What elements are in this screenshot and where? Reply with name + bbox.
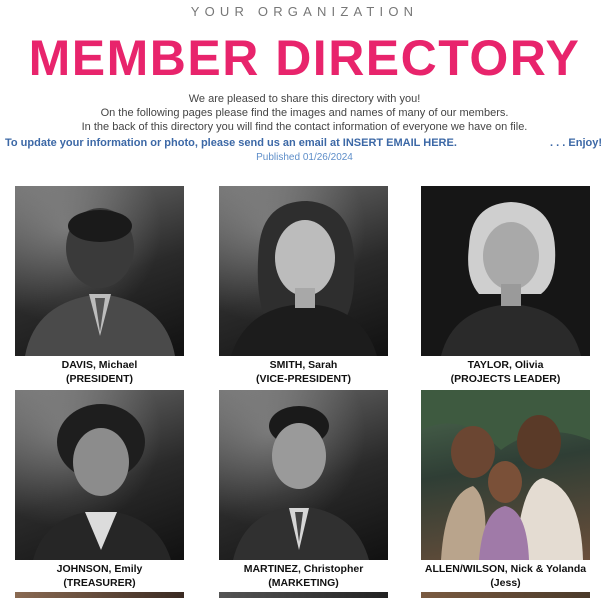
member-card [219, 390, 388, 590]
portrait-image [219, 390, 388, 560]
member-caption [421, 562, 590, 590]
member-caption [15, 358, 184, 386]
intro-line: On the following pages please find the images and names of many of our members. [100, 107, 509, 119]
organization-name: YOUR ORGANIZATION [190, 4, 419, 19]
member-name: SMITH, Sarah [269, 359, 338, 371]
member-caption [219, 358, 388, 386]
member-photo [219, 186, 388, 356]
next-row-photo-edge [15, 592, 184, 598]
member-role: (PROJECTS LEADER) [450, 373, 561, 385]
member-card [421, 186, 590, 386]
member-name: DAVIS, Michael [61, 359, 138, 371]
member-role: (VICE-PRESIDENT) [255, 373, 352, 385]
member-photo [15, 186, 184, 356]
member-caption [15, 562, 184, 590]
portrait-image [15, 390, 184, 560]
portrait-image [421, 390, 590, 560]
intro-line: In the back of this directory you will find the contact information of everyone we have on file. [81, 121, 528, 133]
intro-line: We are pleased to share this directory with you! [188, 93, 421, 105]
member-photo [219, 390, 388, 560]
member-name: ALLEN/WILSON, Nick & Yolanda [424, 563, 587, 575]
portrait-image [15, 186, 184, 356]
member-name: MARTINEZ, Christopher [243, 563, 364, 575]
member-card [15, 390, 184, 590]
member-photo [421, 390, 590, 560]
enjoy-text: . . . Enjoy! [550, 137, 602, 149]
portrait-image [421, 186, 590, 356]
member-card [421, 390, 590, 590]
update-instructions [5, 137, 604, 149]
member-role: (MARKETING) [268, 577, 339, 589]
update-text: To update your information or photo, please send us an email at INSERT EMAIL HERE. [5, 137, 457, 149]
member-name: TAYLOR, Olivia [467, 359, 544, 371]
member-photo [15, 390, 184, 560]
member-card [219, 186, 388, 386]
intro-text [0, 92, 609, 134]
member-card [15, 186, 184, 386]
member-photo [421, 186, 590, 356]
member-name: JOHNSON, Emily [56, 563, 143, 575]
next-row-photo-edge [421, 592, 590, 598]
member-caption [219, 562, 388, 590]
portrait-image [219, 186, 388, 356]
member-role: (TREASURER) [63, 577, 136, 589]
published-date: Published 01/26/2024 [256, 152, 353, 163]
member-role: (Jess) [490, 577, 521, 589]
member-caption [421, 358, 590, 386]
page-title: MEMBER DIRECTORY [28, 30, 581, 86]
member-role: (PRESIDENT) [65, 373, 134, 385]
next-row-photo-edge [219, 592, 388, 598]
